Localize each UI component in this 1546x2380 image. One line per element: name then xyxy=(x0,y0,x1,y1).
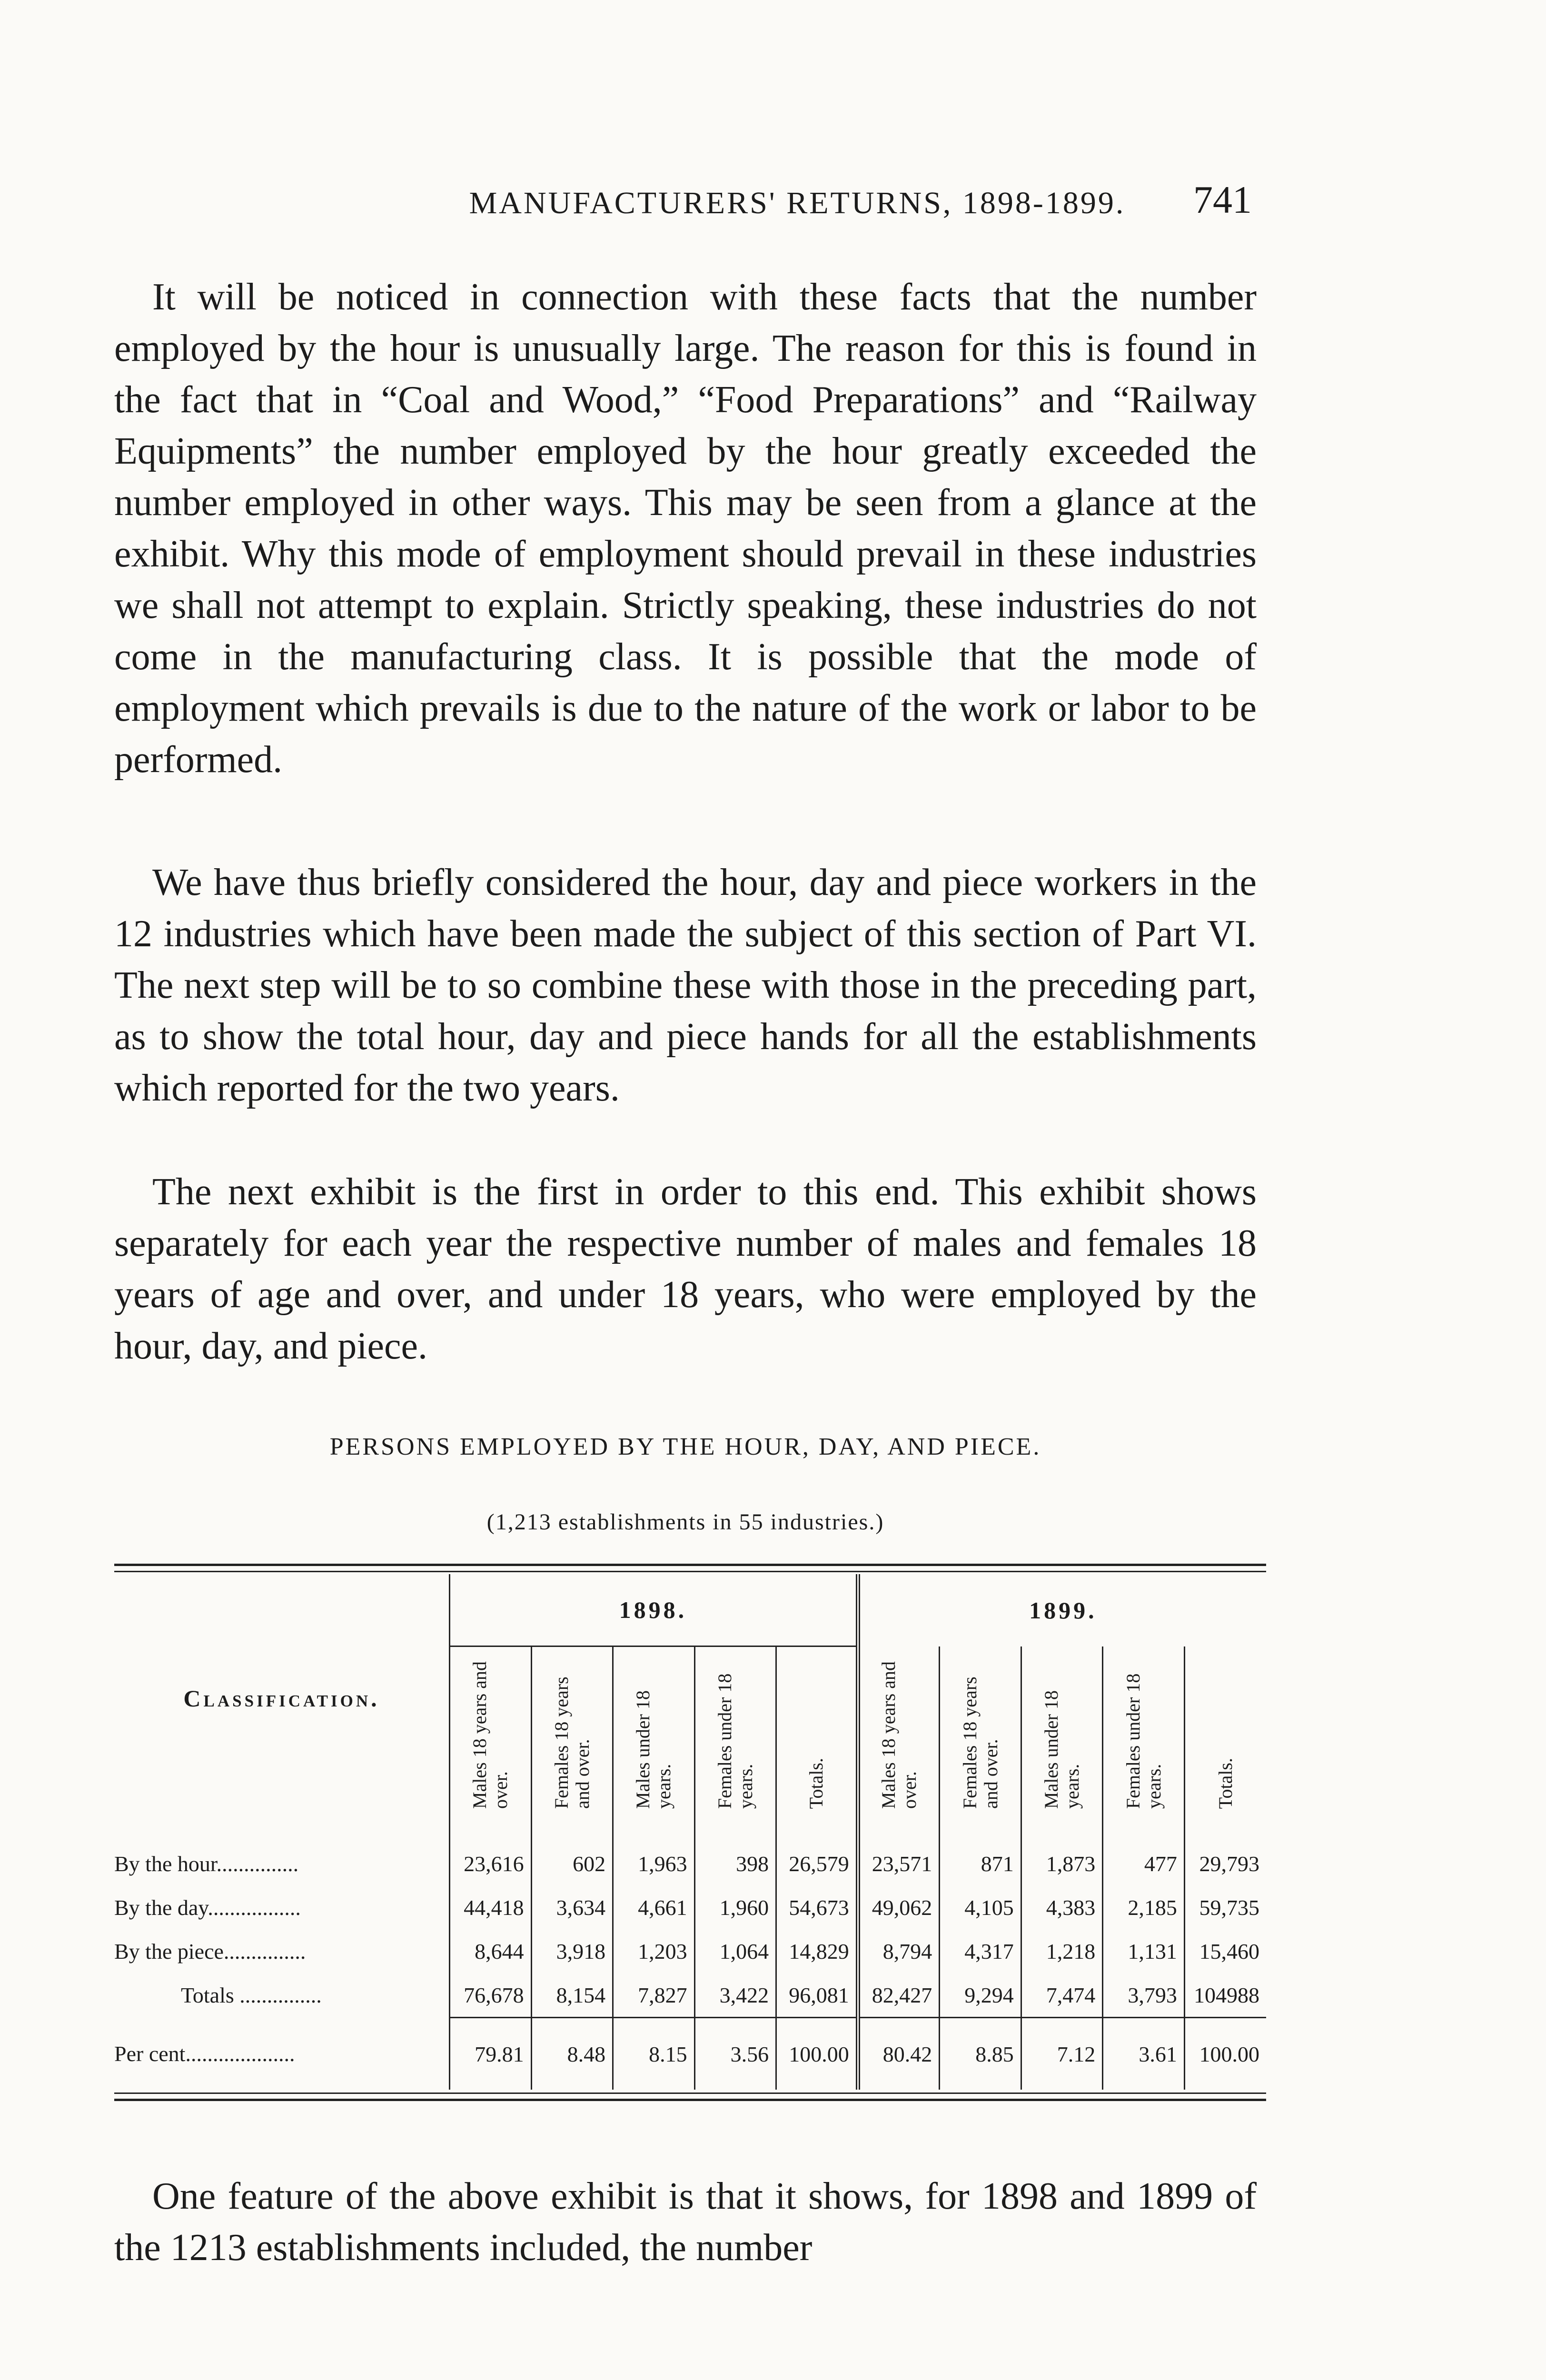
col-header xyxy=(1184,1646,1266,1823)
year-1898-header: 1898. xyxy=(450,1574,858,1646)
col-header-text: Males under 18 years. xyxy=(632,1690,675,1809)
top-rule xyxy=(114,1564,1266,1572)
table-cell: 3,793 xyxy=(1103,1973,1185,2018)
paragraph-3-text: The next exhibit is the first in order to this end. This exhibit shows separately for each year the respective number of males and females 18 years of age and over, and under 18 years, who were employed by the hour, day, and piece. xyxy=(114,1171,1257,1367)
col-header-text: Males 18 years and over. xyxy=(878,1661,921,1809)
running-header: MANUFACTURERS' RETURNS, 1898-1899. xyxy=(469,186,1126,220)
year-1899-header: 1899. xyxy=(858,1574,1266,1646)
classification-header: Classification. xyxy=(183,1685,380,1712)
table-cell: 1,203 xyxy=(613,1929,695,1973)
col-header xyxy=(858,1646,940,1823)
table-cell: 1,963 xyxy=(613,1842,695,1885)
row-label: Totals ............... xyxy=(181,1983,322,2008)
col-header-text: Females under 18 years. xyxy=(714,1673,756,1809)
col-header-text: Females under 18 years. xyxy=(1122,1673,1165,1809)
table-cell: 8,794 xyxy=(858,1929,940,1973)
col-header xyxy=(450,1646,532,1823)
table-cell: 7,474 xyxy=(1021,1973,1103,2018)
table-cell: 96,081 xyxy=(776,1973,858,2018)
paragraph-2 xyxy=(114,857,1257,1114)
col-header xyxy=(1021,1646,1103,1823)
table-cell: 1,131 xyxy=(1103,1929,1185,1973)
table-title: PERSONS EMPLOYED BY THE HOUR, DAY, AND PIECE. xyxy=(329,1433,1041,1460)
table-cell: 54,673 xyxy=(776,1885,858,1929)
table-cell: 8.85 xyxy=(940,2018,1021,2090)
table-cell: 26,579 xyxy=(776,1842,858,1885)
table-cell: 4,105 xyxy=(940,1885,1021,1929)
col-header-text: Totals. xyxy=(1214,1757,1236,1809)
table-cell: 398 xyxy=(694,1842,776,1885)
table-subtitle: (1,213 establishments in 55 industries.) xyxy=(486,1509,884,1535)
paragraph-1 xyxy=(114,271,1257,785)
page-number: 741 xyxy=(1193,178,1252,221)
table-cell: 79.81 xyxy=(450,2018,532,2090)
table-cell: 7.12 xyxy=(1021,2018,1103,2090)
col-header xyxy=(694,1646,776,1823)
table-cell: 3.61 xyxy=(1103,2018,1185,2090)
table-cell: 59,735 xyxy=(1184,1885,1266,1929)
col-header-text: Males under 18 years. xyxy=(1041,1690,1083,1809)
table-cell: 44,418 xyxy=(450,1885,532,1929)
employment-table xyxy=(114,1564,1266,2101)
table-cell: 4,317 xyxy=(940,1929,1021,1973)
col-header-text: Females 18 years and over. xyxy=(959,1676,1001,1809)
col-header-text: Males 18 years and over. xyxy=(469,1661,512,1809)
table-cell: 9,294 xyxy=(940,1973,1021,2018)
row-label: By the hour............... xyxy=(114,1851,299,1876)
table-cell: 3,422 xyxy=(694,1973,776,2018)
spacer-row xyxy=(114,1823,1266,1842)
table-cell: 100.00 xyxy=(1184,2018,1266,2090)
table-cell: 104988 xyxy=(1184,1973,1266,2018)
table-cell: 29,793 xyxy=(1184,1842,1266,1885)
row-label: By the day................. xyxy=(114,1895,301,1920)
paragraph-4-text: One feature of the above exhibit is that it shows, for 1898 and 1899 of the 1213 establishments included, the number xyxy=(114,2175,1257,2269)
table-row xyxy=(114,1929,1266,1973)
col-header xyxy=(776,1646,858,1823)
table-cell: 7,827 xyxy=(613,1973,695,2018)
table-cell: 2,185 xyxy=(1103,1885,1185,1929)
row-label: Per cent.................... xyxy=(114,2041,295,2066)
table-cell: 8,644 xyxy=(450,1929,532,1973)
table-cell: 3.56 xyxy=(694,2018,776,2090)
table-cell: 4,661 xyxy=(613,1885,695,1929)
paragraph-1-text: It will be noticed in connection with these facts that the number employed by the hour is unusually large. The reason for this is found in the fact that in “Coal and Wood,” “Food Preparations” and “Railway Equipments” the number employed by the hour greatly exceeded the number employed in other ways. This may be seen from a glance at the exhibit. Why this mode of employment should prevail in these industries we shall not attempt to explain. Strictly speaking, these industries do not come in the manufacturing class. It is possible that the mode of employment which prevails is due to the nature of the work or labor to be performed. xyxy=(114,276,1257,781)
table-row xyxy=(114,1842,1266,1885)
table-cell: 1,960 xyxy=(694,1885,776,1929)
table-cell: 14,829 xyxy=(776,1929,858,1973)
table-cell: 477 xyxy=(1103,1842,1185,1885)
table-cell: 8,154 xyxy=(531,1973,613,2018)
col-header-text: Totals. xyxy=(805,1757,827,1809)
bottom-rule xyxy=(114,2092,1266,2101)
table-cell: 3,634 xyxy=(531,1885,613,1929)
table-cell: 8.48 xyxy=(531,2018,613,2090)
table-cell: 4,383 xyxy=(1021,1885,1103,1929)
percent-row xyxy=(114,2018,1266,2090)
col-header xyxy=(1103,1646,1185,1823)
col-header-text: Females 18 years and over. xyxy=(550,1676,593,1809)
paragraph-3 xyxy=(114,1166,1257,1372)
table-row xyxy=(114,1885,1266,1929)
data-table xyxy=(114,1574,1266,2090)
table-cell: 3,918 xyxy=(531,1929,613,1973)
table-cell: 871 xyxy=(940,1842,1021,1885)
table-cell: 76,678 xyxy=(450,1973,532,2018)
table-cell: 49,062 xyxy=(858,1885,940,1929)
year-header-row xyxy=(114,1574,1266,1646)
table-cell: 23,571 xyxy=(858,1842,940,1885)
totals-row xyxy=(114,1973,1266,2018)
table-cell: 80.42 xyxy=(858,2018,940,2090)
table-cell: 1,873 xyxy=(1021,1842,1103,1885)
table-cell: 23,616 xyxy=(450,1842,532,1885)
table-cell: 82,427 xyxy=(858,1973,940,2018)
row-label: By the piece............... xyxy=(114,1939,306,1964)
table-cell: 8.15 xyxy=(613,2018,695,2090)
paragraph-4 xyxy=(114,2171,1257,2273)
table-cell: 15,460 xyxy=(1184,1929,1266,1973)
table-cell: 1,064 xyxy=(694,1929,776,1973)
table-cell: 100.00 xyxy=(776,2018,858,2090)
col-header xyxy=(940,1646,1021,1823)
col-header xyxy=(613,1646,695,1823)
table-cell: 602 xyxy=(531,1842,613,1885)
col-header xyxy=(531,1646,613,1823)
paragraph-2-text: We have thus briefly considered the hour, day and piece workers in the 12 industries which have been made the subject of this section of Part VI. The next step will be to so combine these with those in the preceding part, as to show the total hour, day and piece hands for all the establishments which reported for the two years. xyxy=(114,862,1257,1109)
table-cell: 1,218 xyxy=(1021,1929,1103,1973)
